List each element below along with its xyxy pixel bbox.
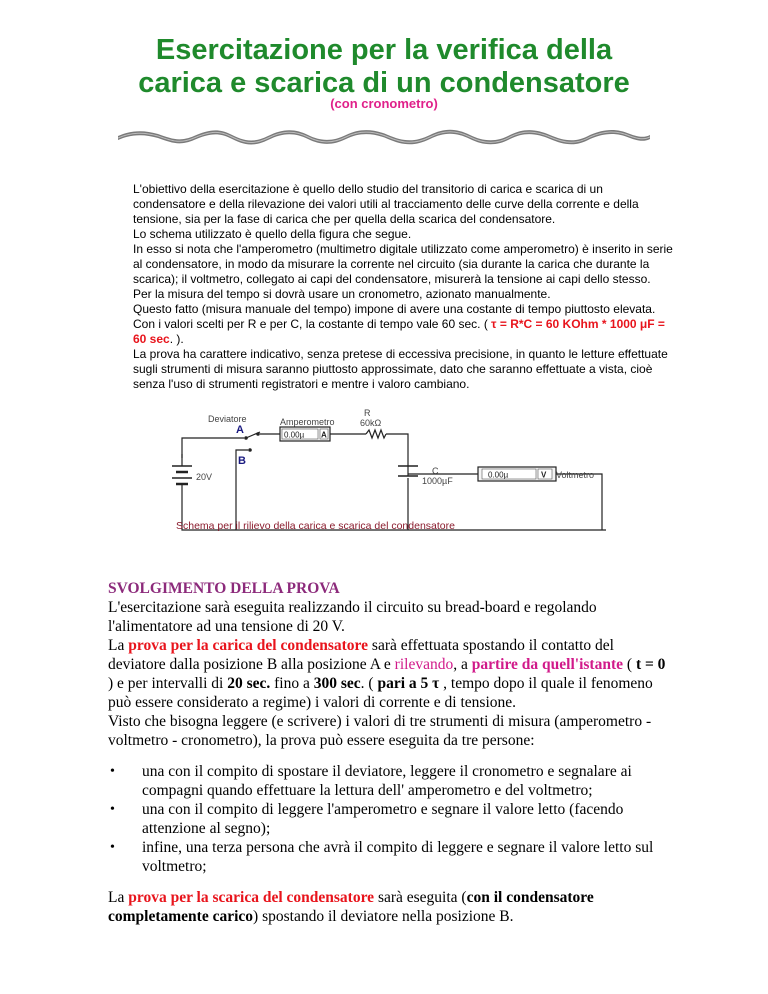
- interval-value: 20 sec.: [227, 675, 271, 692]
- resistor-symbol: [366, 430, 386, 438]
- text-run: . (: [360, 675, 378, 692]
- list-item: • una con il compito di leggere l'amperometro e segnare il valore letto (facendo attenzione al segno);: [142, 800, 668, 838]
- position-b-label: B: [238, 455, 246, 467]
- circuit-wires: [182, 434, 606, 530]
- voltmeter-unit: V: [541, 470, 547, 480]
- text-run: , tempo dopo il quale il fenomeno può essere considerato a regime) i valori di corrente e di tensione.: [108, 675, 653, 711]
- procedure-paragraph-2: [108, 636, 668, 712]
- text-run: ) spostando il deviatore nella posizione B.: [253, 908, 514, 925]
- text-run: ) e per intervalli di: [108, 675, 228, 692]
- intro-paragraph-3: In esso si nota che l'amperometro (multimetro digitale utilizzato come amperometro) è inserito in serie al condensatore, in modo da misurare la corrente nel circuito (sia durante la carica che durante la scarica); il voltmetro, collegato ai capi del condensatore, misurerà la tensione ai capi dello stesso.: [133, 242, 673, 286]
- ammeter-reading: 0.00µ: [284, 430, 305, 440]
- time-constant-end: . ).: [169, 332, 184, 346]
- resistor-label: R: [364, 408, 371, 418]
- switch-label: Deviatore: [208, 414, 247, 424]
- text-run: La: [108, 889, 129, 906]
- voltmeter-label: Voltmetro: [556, 470, 595, 480]
- switch-symbol: [244, 432, 260, 452]
- capacitor-label: C: [432, 466, 439, 476]
- task-list: [108, 762, 668, 876]
- intro-text: [133, 182, 673, 392]
- ammeter-unit: A: [321, 430, 327, 440]
- charge-test-highlight: prova per la carica del condensatore: [128, 637, 369, 654]
- ammeter-label: Amperometro: [280, 417, 335, 427]
- decorative-wave-divider: [118, 122, 650, 152]
- procedure-paragraph-3: Visto che bisogna leggere (e scrivere) i valori di tre strumenti di misura (amperometro - voltmetro - cronometro), la prova può essere eseguita da tre persone:: [108, 713, 652, 749]
- time-constant-text: Con i valori scelti per R e per C, la costante di tempo vale 60 sec. (: [133, 317, 488, 331]
- discharge-test-highlight: prova per la scarica del condensatore: [128, 889, 375, 906]
- position-a-label: A: [236, 424, 244, 436]
- resistor-value: 60kΩ: [360, 418, 382, 428]
- page-title: [0, 34, 768, 100]
- intro-paragraph-1: L'obiettivo della esercitazione è quello dello studio del transitorio di carica e scarica di un condensatore e della rilevazione dei valori utili al tracciamento delle curve della corrente e della tensione, sia per la fase di carica che per quella della scarica del condensatore.: [133, 182, 639, 226]
- fully-charged-note: con il condensatore completamente carico: [108, 889, 594, 925]
- intro-paragraph-4: Per la misura del tempo si dovrà usare un cronometro, azionato manualmente.: [133, 287, 551, 301]
- procedure-paragraph-4: [108, 888, 668, 926]
- text-run: fino a: [270, 675, 314, 692]
- intro-paragraph-2: Lo schema utilizzato è quello della figura che segue.: [133, 227, 412, 241]
- intro-paragraph-6: [133, 317, 673, 347]
- text-run: sarà eseguita (: [374, 889, 467, 906]
- battery-symbol: [172, 454, 192, 488]
- title-line-1: Esercitazione per la verifica della: [155, 34, 613, 66]
- intro-paragraph-5: Questo fatto (misura manuale del tempo) impone di avere una costante di tempo piuttosto elevata.: [133, 302, 656, 316]
- circuit-diagram: [172, 408, 606, 540]
- five-tau: pari a 5 τ: [377, 675, 440, 692]
- list-item: • una con il compito di spostare il deviatore, leggere il cronometro e segnalare ai compagni quando effettuare la lettura dell' amperometro e del voltmetro;: [142, 762, 668, 800]
- title-line-2: carica e scarica di un condensatore: [138, 67, 630, 99]
- t-zero: t = 0: [635, 656, 666, 673]
- text-run: La: [108, 637, 129, 654]
- text-run: sarà effettuata spostando il contatto del deviatore dalla posizione B alla posizione A e: [108, 637, 614, 673]
- end-time-value: 300 sec: [313, 675, 361, 692]
- section-heading: SVOLGIMENTO DELLA PROVA: [108, 580, 340, 597]
- time-constant-formula: τ = R*C = 60 KOhm * 1000 μF = 60 sec: [133, 317, 665, 346]
- capacitor-value: 1000µF: [422, 476, 453, 486]
- start-instant-highlight: partire da quell'istante: [471, 656, 624, 673]
- procedure-section: [108, 579, 668, 926]
- circuit-caption: Schema per il rilievo della carica e scarica del condensatore: [176, 520, 455, 532]
- rilevando-highlight: rilevando: [394, 656, 454, 673]
- list-item: • infine, una terza persona che avrà il compito di leggere e segnare il valore letto sul voltmetro;: [142, 838, 668, 876]
- intro-paragraph-7: La prova ha carattere indicativo, senza pretese di eccessiva precisione, in quanto le letture effettuate sugli strumenti di misura saranno piuttosto approssimate, dato che saranno effettuate a vista, cioè senza l'uso di strumenti registratori e mentre i valoro cambiano.: [133, 347, 668, 391]
- text-run: , a: [453, 656, 472, 673]
- text-run: (: [623, 656, 636, 673]
- source-label: 20V: [196, 472, 213, 482]
- procedure-paragraph-1: L'esercitazione sarà eseguita realizzando il circuito su bread-board e regolando l'alimentatore ad una tensione di 20 V.: [108, 599, 597, 635]
- page-subtitle: (con cronometro): [330, 96, 438, 111]
- voltmeter-reading: 0.00µ: [488, 470, 509, 480]
